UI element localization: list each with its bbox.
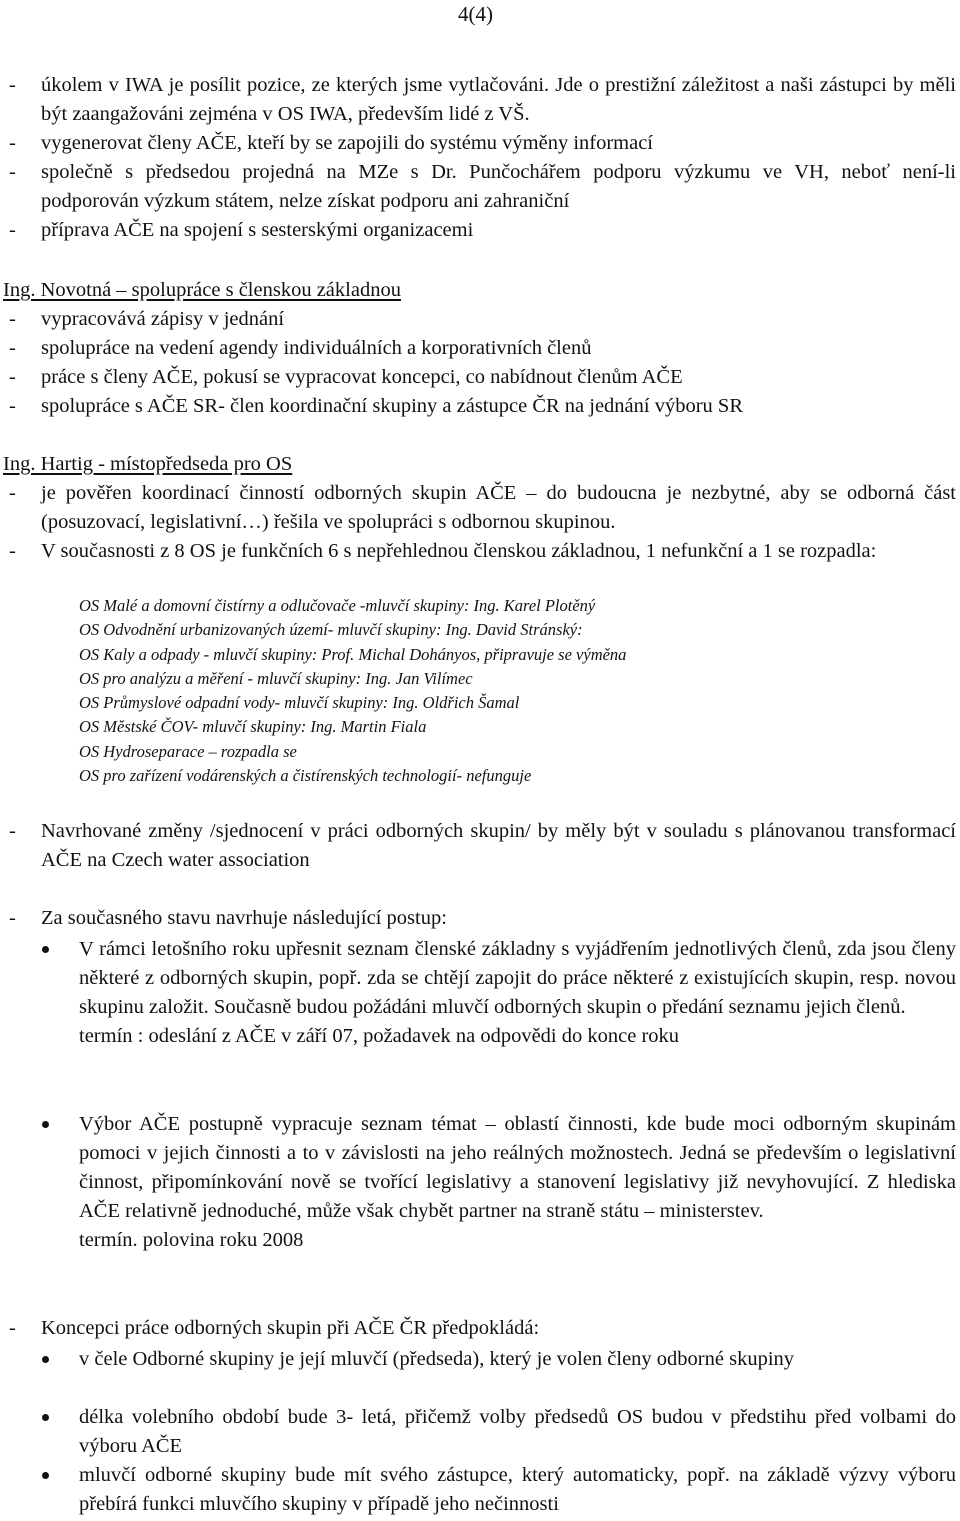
proposal-section [0, 817, 960, 875]
list-item: OS pro analýzu a měření - mluvčí skupiny: Ing. Jan Vilímec [79, 668, 473, 688]
list-item: - Navrhované změny /sjednocení v práci odborných skupin/ by měly být v souladu s plánovanou transformací AČE na Czech water association [9, 820, 956, 871]
list-item: - příprava AČE na spojení s sesterskými organizacemi [9, 219, 474, 241]
list-item: - Koncepci práce odborných skupin při AČE ČR předpokládá: [9, 1317, 540, 1339]
os-list [0, 594, 960, 788]
list-item: OS Kaly a odpady - mluvčí skupiny: Prof. Michal Dohányos, připravuje se výměna [79, 644, 627, 664]
list-item: v čele Odborné skupiny je její mluvčí (předseda), který je volen členy odborné skupiny [0, 1345, 960, 1374]
list-item: OS Hydroseparace – rozpadla se [79, 741, 297, 761]
list-item: OS Městské ČOV- mluvčí skupiny: Ing. Martin Fiala [79, 717, 427, 737]
list-item: - práce s členy AČE, pokusí se vypracovat koncepci, co nabídnout členům AČE [9, 366, 683, 388]
concept-bullets [0, 1403, 960, 1461]
hartig-section [0, 450, 960, 566]
list-item: - úkolem v IWA je posílit pozice, ze kterých jsme vytlačováni. Jde o prestižní záležitost a naši zástupci by měli být zaangažováni zejména v OS IWA, především lidé z VŠ. [9, 74, 956, 125]
list-item: - V současnosti z 8 OS je funkčních 6 s nepřehlednou členskou základnou, 1 nefunkční a 1 se rozpadla: [9, 540, 877, 562]
procedure-bullet [0, 935, 960, 1051]
bullet-icon [42, 1414, 49, 1421]
list-item: délka volebního období bude 3- letá, přičemž volby předsedů OS budou v předstihu před volbami do výboru AČE [0, 1403, 960, 1461]
list-item: - spolupráce na vedení agendy individuálních a korporativních členů [9, 337, 592, 359]
list-item: mluvčí odborné skupiny bude mít svého zástupce, který automaticky, popř. na základě výzvy výboru přebírá funkci mluvčího skupiny v případě jeho nečinnosti [0, 1461, 960, 1519]
section-heading: Ing. Novotná – spolupráce s členskou základnou [3, 279, 401, 301]
list-item: - vypracovává zápisy v jednání [9, 308, 285, 330]
list-item: - Za současného stavu navrhuje následující postup: [9, 907, 447, 929]
task-list [0, 71, 960, 245]
concept-bullets [0, 1461, 960, 1519]
bullet-icon [42, 1356, 49, 1363]
section-heading: Ing. Hartig - místopředseda pro OS [3, 453, 293, 475]
page-number: 4(4) [458, 2, 493, 26]
list-item: - je pověřen koordinací činností odborných skupin AČE – do budoucna je nezbytné, aby se odborná část (posuzovací, legislativní…) řešila ve spolupráci s odbornou skupinou. [9, 482, 956, 533]
concept-section [0, 1314, 960, 1343]
list-item: OS Malé a domovní čistírny a odlučovače -mluvčí skupiny: Ing. Karel Plotěný [79, 596, 596, 615]
list-item: - společně s předsedou projedná na MZe s Dr. Punčochářem podporu výzkumu ve VH, neboť není-li podporován výzkum státem, nelze získat podporu ani zahraniční [9, 161, 956, 212]
term-line: termín : odeslání z AČE v září 07, požadavek na odpovědi do konce roku [79, 1025, 680, 1047]
list-item: - spolupráce s AČE SR- člen koordinační skupiny a zástupce ČR na jednání výboru SR [9, 395, 744, 417]
novotna-section [0, 276, 960, 421]
concept-bullets [0, 1345, 960, 1374]
bullet-icon [42, 1121, 49, 1128]
list-item: V rámci letošního roku upřesnit seznam členské základny s vyjádřením jednotlivých členů, zda jsou členy některé z odborných skupin, popř. zda se chtějí zapojit do práce některé z existujících skupin, resp. novou skupinu založit. Současně budou požádáni mluvčí odborných skupin o předání seznamu jejich členů. [0, 935, 960, 1022]
procedure-section [0, 904, 960, 933]
list-item: OS Průmyslové odpadní vody- mluvčí skupiny: Ing. Oldřich Šamal [79, 693, 520, 713]
bullet-icon [42, 946, 49, 953]
list-item: - vygenerovat členy AČE, kteří by se zapojili do systému výměny informací [9, 132, 654, 154]
list-item: OS Odvodnění urbanizovaných území- mluvčí skupiny: Ing. David Stránský: [79, 620, 583, 640]
list-item: OS pro zařízení vodárenských a čistírenských technologií- nefunguje [79, 766, 532, 786]
term-line: termín. polovina roku 2008 [79, 1229, 304, 1251]
procedure-bullet [0, 1110, 960, 1255]
bullet-icon [42, 1472, 49, 1479]
list-item: Výbor AČE postupně vypracuje seznam témat – oblastí činnosti, kde bude moci odborným skupinám pomoci v jejich činnosti a to v závislosti na jeho reálných možnostech. Jedná se především o legislativní činnost, připomínkování nově se tvořící legislativy a stanovení legislativy již nevyhovující. Z hlediska AČE relativně jednoduché, může však chybět partner na straně státu – ministerstev. [0, 1110, 960, 1226]
